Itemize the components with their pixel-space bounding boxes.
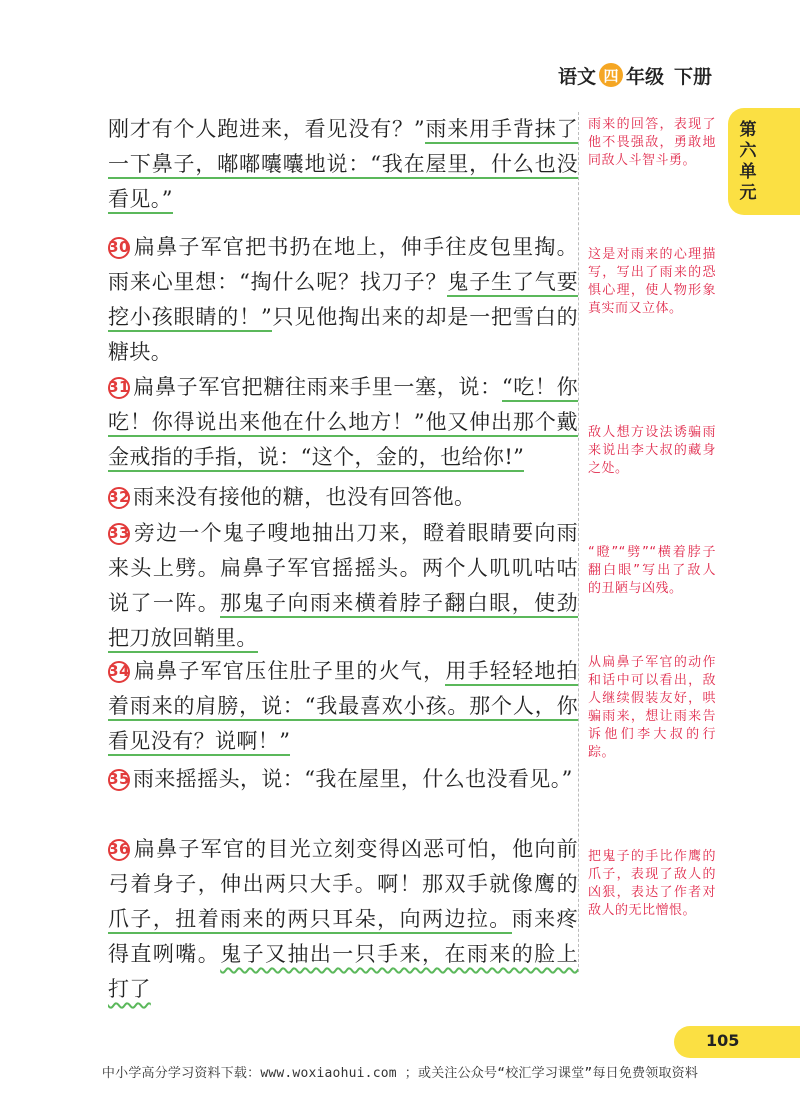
- paragraph-number: 34: [108, 661, 130, 683]
- page-number: 105: [706, 1031, 740, 1050]
- underlined-text: 雨来用手背抹了一下鼻子，嘟嘟囔囔地说：“我在屋里，什么也没看见。”: [108, 117, 578, 214]
- paragraph-31: 31 扁鼻子军官把糖往雨来手里一塞，说：“吃！你吃！你得说出来他在什么地方！”他又伸出那个戴金戒指的手指，说：“这个，金的，也给你!”: [108, 370, 578, 475]
- paragraph-30: 30 扁鼻子军官把书扔在地上，伸手往皮包里掏。雨来心里想：“掏什么呢？找刀子？鬼子生了气要挖小孩眼睛的！”只见他掏出来的却是一把雪白的糖块。: [108, 235, 578, 364]
- underlined-text: 用手轻轻地拍着雨来的肩膀，说：“我最喜欢小孩。那个人，你看见没有？说啊！”: [108, 659, 578, 756]
- subject-label: 语文: [558, 65, 597, 88]
- underlined-text: 鬼子生了气要挖小孩眼睛的！”: [108, 270, 578, 332]
- paragraph-number: 36: [108, 839, 130, 861]
- paragraph-number: 33: [108, 523, 130, 545]
- margin-divider: [578, 112, 579, 972]
- paragraph-36: 36 扁鼻子军官的目光立刻变得凶恶可怕，他向前弓着身子，伸出两只大手。啊！那双手就像鹰的爪子，扭着雨来的两只耳朵，向两边拉。雨来疼得直咧嘴。鬼子又抽出一只手来，在雨来的脸上打了: [108, 837, 579, 1001]
- footer-watermark: 中小学高分学习资料下载：www.woxiaohui.com ；或关注公众号“校汇学习课堂”每日免费领取资料: [101, 1066, 699, 1081]
- margin-note: 把鬼子的手比作鹰的爪子，表现了敌人的凶狠，表达了作者对敌人的无比憎恨。: [588, 849, 716, 918]
- paragraph-number: 30: [108, 237, 130, 259]
- margin-note: “瞪”“劈”“横着脖子翻白眼”写出了敌人的丑陋与凶残。: [588, 545, 716, 596]
- underlined-text: 那鬼子向雨来横着脖子翻白眼，使劲把刀放回鞘里。: [108, 591, 578, 653]
- paragraph-33: 33 旁边一个鬼子嗖地抽出刀来，瞪着眼睛要向雨来头上劈。扁鼻子军官摇摇头。两个人叽叽咕咕说了一阵。那鬼子向雨来横着脖子翻白眼，使劲把刀放回鞘里。: [108, 516, 578, 656]
- underlined-text: 爪子，扭着雨来的两只耳朵，向两边拉。: [108, 907, 512, 934]
- margin-note: 雨来的回答，表现了他不畏强敌，勇敢地同敌人斗智斗勇。: [588, 117, 716, 168]
- volume-label: 下册: [674, 65, 713, 88]
- unit-tab-label: 第 六 单 元: [739, 120, 757, 203]
- underlined-text: “吃！你吃！你得说出来他在什么地方！”他又伸出那个戴金戒指的手指，说：“这个，金的，也给你!”: [108, 375, 578, 472]
- margin-note: 从扁鼻子军官的动作和话中可以看出，敌人继续假装友好，哄骗雨来，想让雨来告诉他们李大叔的行踪。: [588, 655, 716, 760]
- paragraph-number: 35: [108, 769, 130, 791]
- wavy-underlined-text: 鬼子又抽出一只手来，在雨来的脸上打了: [108, 942, 579, 1001]
- page-header: [558, 60, 712, 90]
- paragraph-32: 32 雨来没有接他的糖，也没有回答他。: [108, 485, 476, 509]
- paragraph-number: 31: [108, 377, 130, 399]
- margin-note: 敌人想方设法诱骗雨来说出李大叔的藏身之处。: [588, 425, 716, 476]
- margin-note: 这是对雨来的心理描写，写出了雨来的恐惧心理，使人物形象真实而又立体。: [588, 247, 716, 316]
- paragraph-34: 34 扁鼻子军官压住肚子里的火气，用手轻轻地拍着雨来的肩膀，说：“我最喜欢小孩。那个人，你看见没有？说啊！”: [108, 654, 578, 759]
- paragraph-number: 32: [108, 487, 130, 509]
- paragraph-continuation: 刚才有个人跑进来，看见没有？”雨来用手背抹了一下鼻子，嘟嘟囔囔地说：“我在屋里，什么也没看见。”: [108, 112, 578, 217]
- paragraph-35: 35 雨来摇摇头，说：“我在屋里，什么也没看见。”: [108, 767, 573, 791]
- grade-label: 年级: [626, 65, 665, 88]
- grade-badge: 四: [599, 63, 623, 87]
